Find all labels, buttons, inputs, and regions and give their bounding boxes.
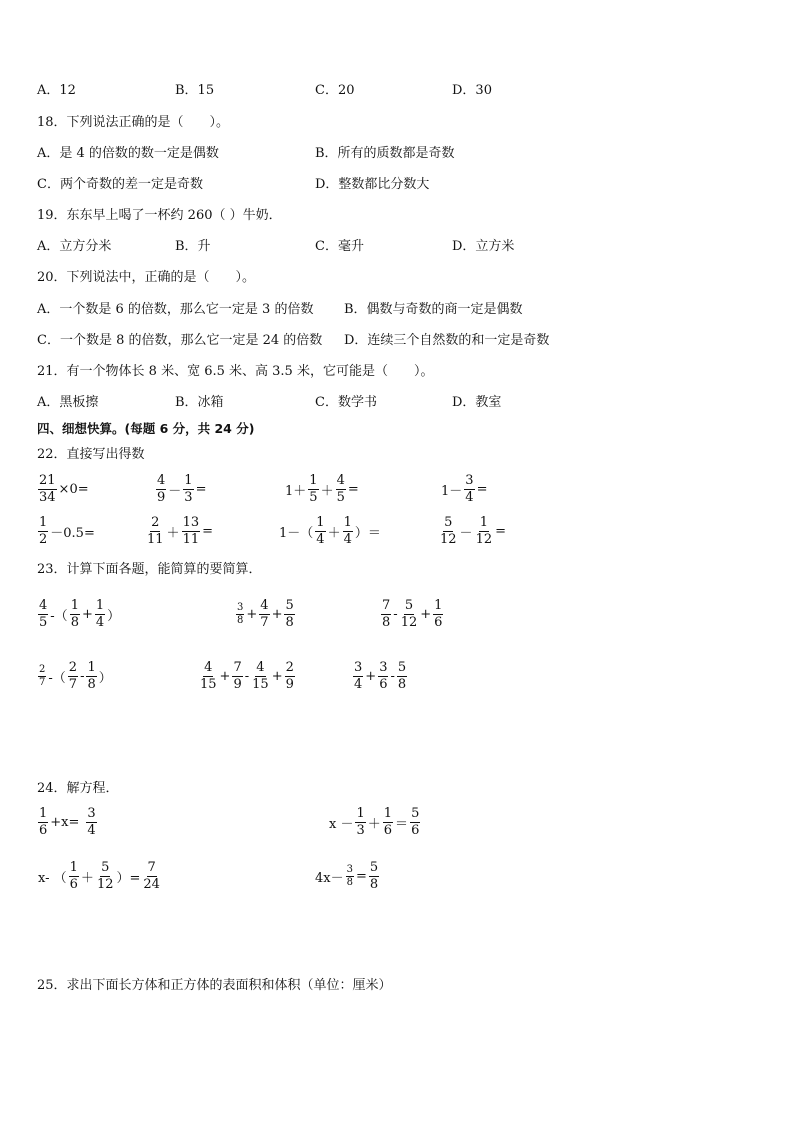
q23-expr-4: $\frac{2}{7}$ -（ $\frac{2}{7}$ - $\frac{1}{8}$ ） <box>39 660 112 692</box>
q22-expr-4: 1－ $\frac{3}{4}$ = <box>441 473 488 505</box>
fraction: $\frac{2}{9}$ <box>285 660 294 692</box>
fraction: $\frac{1}{6}$ <box>39 806 48 838</box>
q22-expr-6: $\frac{2}{11}$ ＋ $\frac{13}{11}$ = <box>147 515 214 547</box>
fraction: $\frac{1}{6}$ <box>69 860 78 892</box>
q19-option-c: C．毫升 <box>315 239 364 254</box>
fraction: $\frac{5}{8}$ <box>397 660 407 692</box>
q22-expr-2: $\frac{4}{9}$ － $\frac{1}{3}$ = <box>157 473 207 505</box>
fraction: $\frac{2}{7}$ <box>68 660 78 692</box>
q17-option-c: C．20 <box>315 83 355 98</box>
q25-question: 25．求出下面长方体和正方体的表面积和体积（单位：厘米） <box>37 978 392 993</box>
fraction: $\frac{3}{4}$ <box>87 806 96 838</box>
q24-question: 24．解方程． <box>37 781 119 796</box>
q22-expr-7: 1－（ $\frac{1}{4}$ ＋ $\frac{1}{4}$ ）＝ <box>279 515 381 547</box>
fraction: $\frac{13}{11}$ <box>182 515 200 547</box>
fraction: $\frac{4}{5}$ <box>336 473 345 505</box>
q22-expr-1: $\frac{21}{34}$ ×0= <box>39 473 89 505</box>
fraction: $\frac{1}{3}$ <box>184 473 193 505</box>
fraction: $\frac{1}{6}$ <box>383 806 393 838</box>
q19-option-d: D．立方米 <box>452 239 515 254</box>
q24-equation-2: x － $\frac{1}{3}$ ＋ $\frac{1}{6}$ ＝ $\frac{5}{6}$ <box>329 806 420 838</box>
q22-expr-3: 1＋ $\frac{1}{5}$ ＋ $\frac{4}{5}$ = <box>285 473 359 505</box>
q24-equation-3: x- （ $\frac{1}{6}$ ＋ $\frac{5}{12}$ ）= $\frac{7}{24}$ <box>38 860 160 892</box>
fraction: $\frac{7}{8}$ <box>382 598 391 630</box>
fraction: $\frac{1}{3}$ <box>356 806 365 838</box>
fraction: $\frac{5}{8}$ <box>369 860 379 892</box>
q18-question: 18．下列说法正确的是（ ）。 <box>37 115 230 130</box>
fraction: $\frac{2}{11}$ <box>147 515 164 547</box>
q18-option-b: B．所有的质数都是奇数 <box>315 146 455 161</box>
fraction: $\frac{3}{6}$ <box>379 660 388 692</box>
section-4-heading: 四、细想快算。(每题 6 分，共 24 分) <box>37 421 255 436</box>
q23-expr-2: $\frac{3}{8}$ + $\frac{4}{7}$ + $\frac{5}{8}$ <box>237 598 294 630</box>
q21-question: 21．有一个物体长 8 米、宽 6.5 米、高 3.5 米，它可能是（ ）。 <box>37 364 434 379</box>
q23-expr-6: $\frac{3}{4}$ + $\frac{3}{6}$ - $\frac{5}{8}$ <box>354 660 407 692</box>
q23-expr-5: $\frac{4}{15}$ + $\frac{7}{9}$ - $\frac{4}{15}$ + $\frac{2}{9}$ <box>200 660 294 692</box>
q21-option-a: A．黑板擦 <box>37 395 99 410</box>
q21-option-d: D．教室 <box>452 395 502 410</box>
q23-question: 23．计算下面各题，能简算的要简算． <box>37 562 262 577</box>
fraction: $\frac{3}{4}$ <box>465 473 474 505</box>
fraction: $\frac{1}{4}$ <box>316 515 325 547</box>
q22-question: 22．直接写出得数 <box>37 447 145 462</box>
fraction: $\frac{4}{9}$ <box>157 473 166 505</box>
q19-option-b: B．升 <box>175 239 211 254</box>
q18-option-c: C．两个奇数的差一定是奇数 <box>37 177 203 192</box>
q17-option-b: B．15 <box>175 83 215 98</box>
q24-equation-4: 4x－ $\frac{3}{8}$ = $\frac{5}{8}$ <box>315 860 379 892</box>
q19-question: 19．东东早上喝了一杯约 260（ ）牛奶． <box>37 208 282 223</box>
fraction: $\frac{1}{5}$ <box>309 473 318 505</box>
fraction: $\frac{4}{7}$ <box>260 598 269 630</box>
fraction: $\frac{21}{34}$ <box>39 473 56 505</box>
fraction: $\frac{1}{2}$ <box>39 515 48 547</box>
q22-expr-8: $\frac{5}{12}$ － $\frac{1}{12}$ = <box>440 515 507 547</box>
fraction: $\frac{1}{8}$ <box>87 660 96 692</box>
fraction: $\frac{1}{6}$ <box>434 598 443 630</box>
fraction: $\frac{1}{8}$ <box>70 598 79 630</box>
fraction: $\frac{5}{12}$ <box>96 860 114 892</box>
q23-expr-1: $\frac{4}{5}$ -（ $\frac{1}{8}$ + $\frac{1}{4}$ ） <box>39 598 121 630</box>
fraction: $\frac{1}{4}$ <box>95 598 105 630</box>
fraction: $\frac{1}{12}$ <box>475 515 493 547</box>
fraction: $\frac{4}{5}$ <box>39 598 48 630</box>
fraction: $\frac{5}{8}$ <box>285 598 294 630</box>
fraction: $\frac{5}{12}$ <box>400 598 418 630</box>
q22-expr-5: $\frac{1}{2}$ －0.5= <box>39 515 95 547</box>
q24-equation-1: $\frac{1}{6}$ +x= $\frac{3}{4}$ <box>39 806 96 838</box>
q20-option-c: C．一个数是 8 的倍数，那么它一定是 24 的倍数 <box>37 333 323 348</box>
q23-expr-3: $\frac{7}{8}$ - $\frac{5}{12}$ + $\frac{1}{6}$ <box>382 598 443 630</box>
q20-option-a: A．一个数是 6 的倍数，那么它一定是 3 的倍数 <box>37 302 314 317</box>
fraction: $\frac{3}{4}$ <box>354 660 363 692</box>
q19-option-a: A．立方分米 <box>37 239 112 254</box>
q17-option-d: D．30 <box>452 83 492 98</box>
fraction: $\frac{4}{15}$ <box>200 660 217 692</box>
fraction: $\frac{7}{24}$ <box>143 860 160 892</box>
q18-option-d: D．整数都比分数大 <box>315 177 430 192</box>
q20-option-b: B．偶数与奇数的商一定是偶数 <box>344 302 523 317</box>
q21-option-c: C．数学书 <box>315 395 377 410</box>
q18-option-a: A．是 4 的倍数的数一定是偶数 <box>37 146 219 161</box>
fraction: $\frac{2}{7}$ <box>39 664 46 688</box>
fraction: $\frac{5}{6}$ <box>411 806 420 838</box>
fraction: $\frac{5}{12}$ <box>440 515 457 547</box>
q21-option-b: B．冰箱 <box>175 395 224 410</box>
fraction: $\frac{1}{4}$ <box>343 515 352 547</box>
fraction: $\frac{4}{15}$ <box>252 660 269 692</box>
q17-option-a: A．12 <box>37 83 76 98</box>
fraction: $\frac{7}{9}$ <box>233 660 242 692</box>
fraction: $\frac{3}{8}$ <box>237 602 244 626</box>
q20-question: 20．下列说法中，正确的是（ ）。 <box>37 270 256 285</box>
q20-option-d: D．连续三个自然数的和一定是奇数 <box>344 333 550 348</box>
fraction: $\frac{3}{8}$ <box>346 864 353 888</box>
